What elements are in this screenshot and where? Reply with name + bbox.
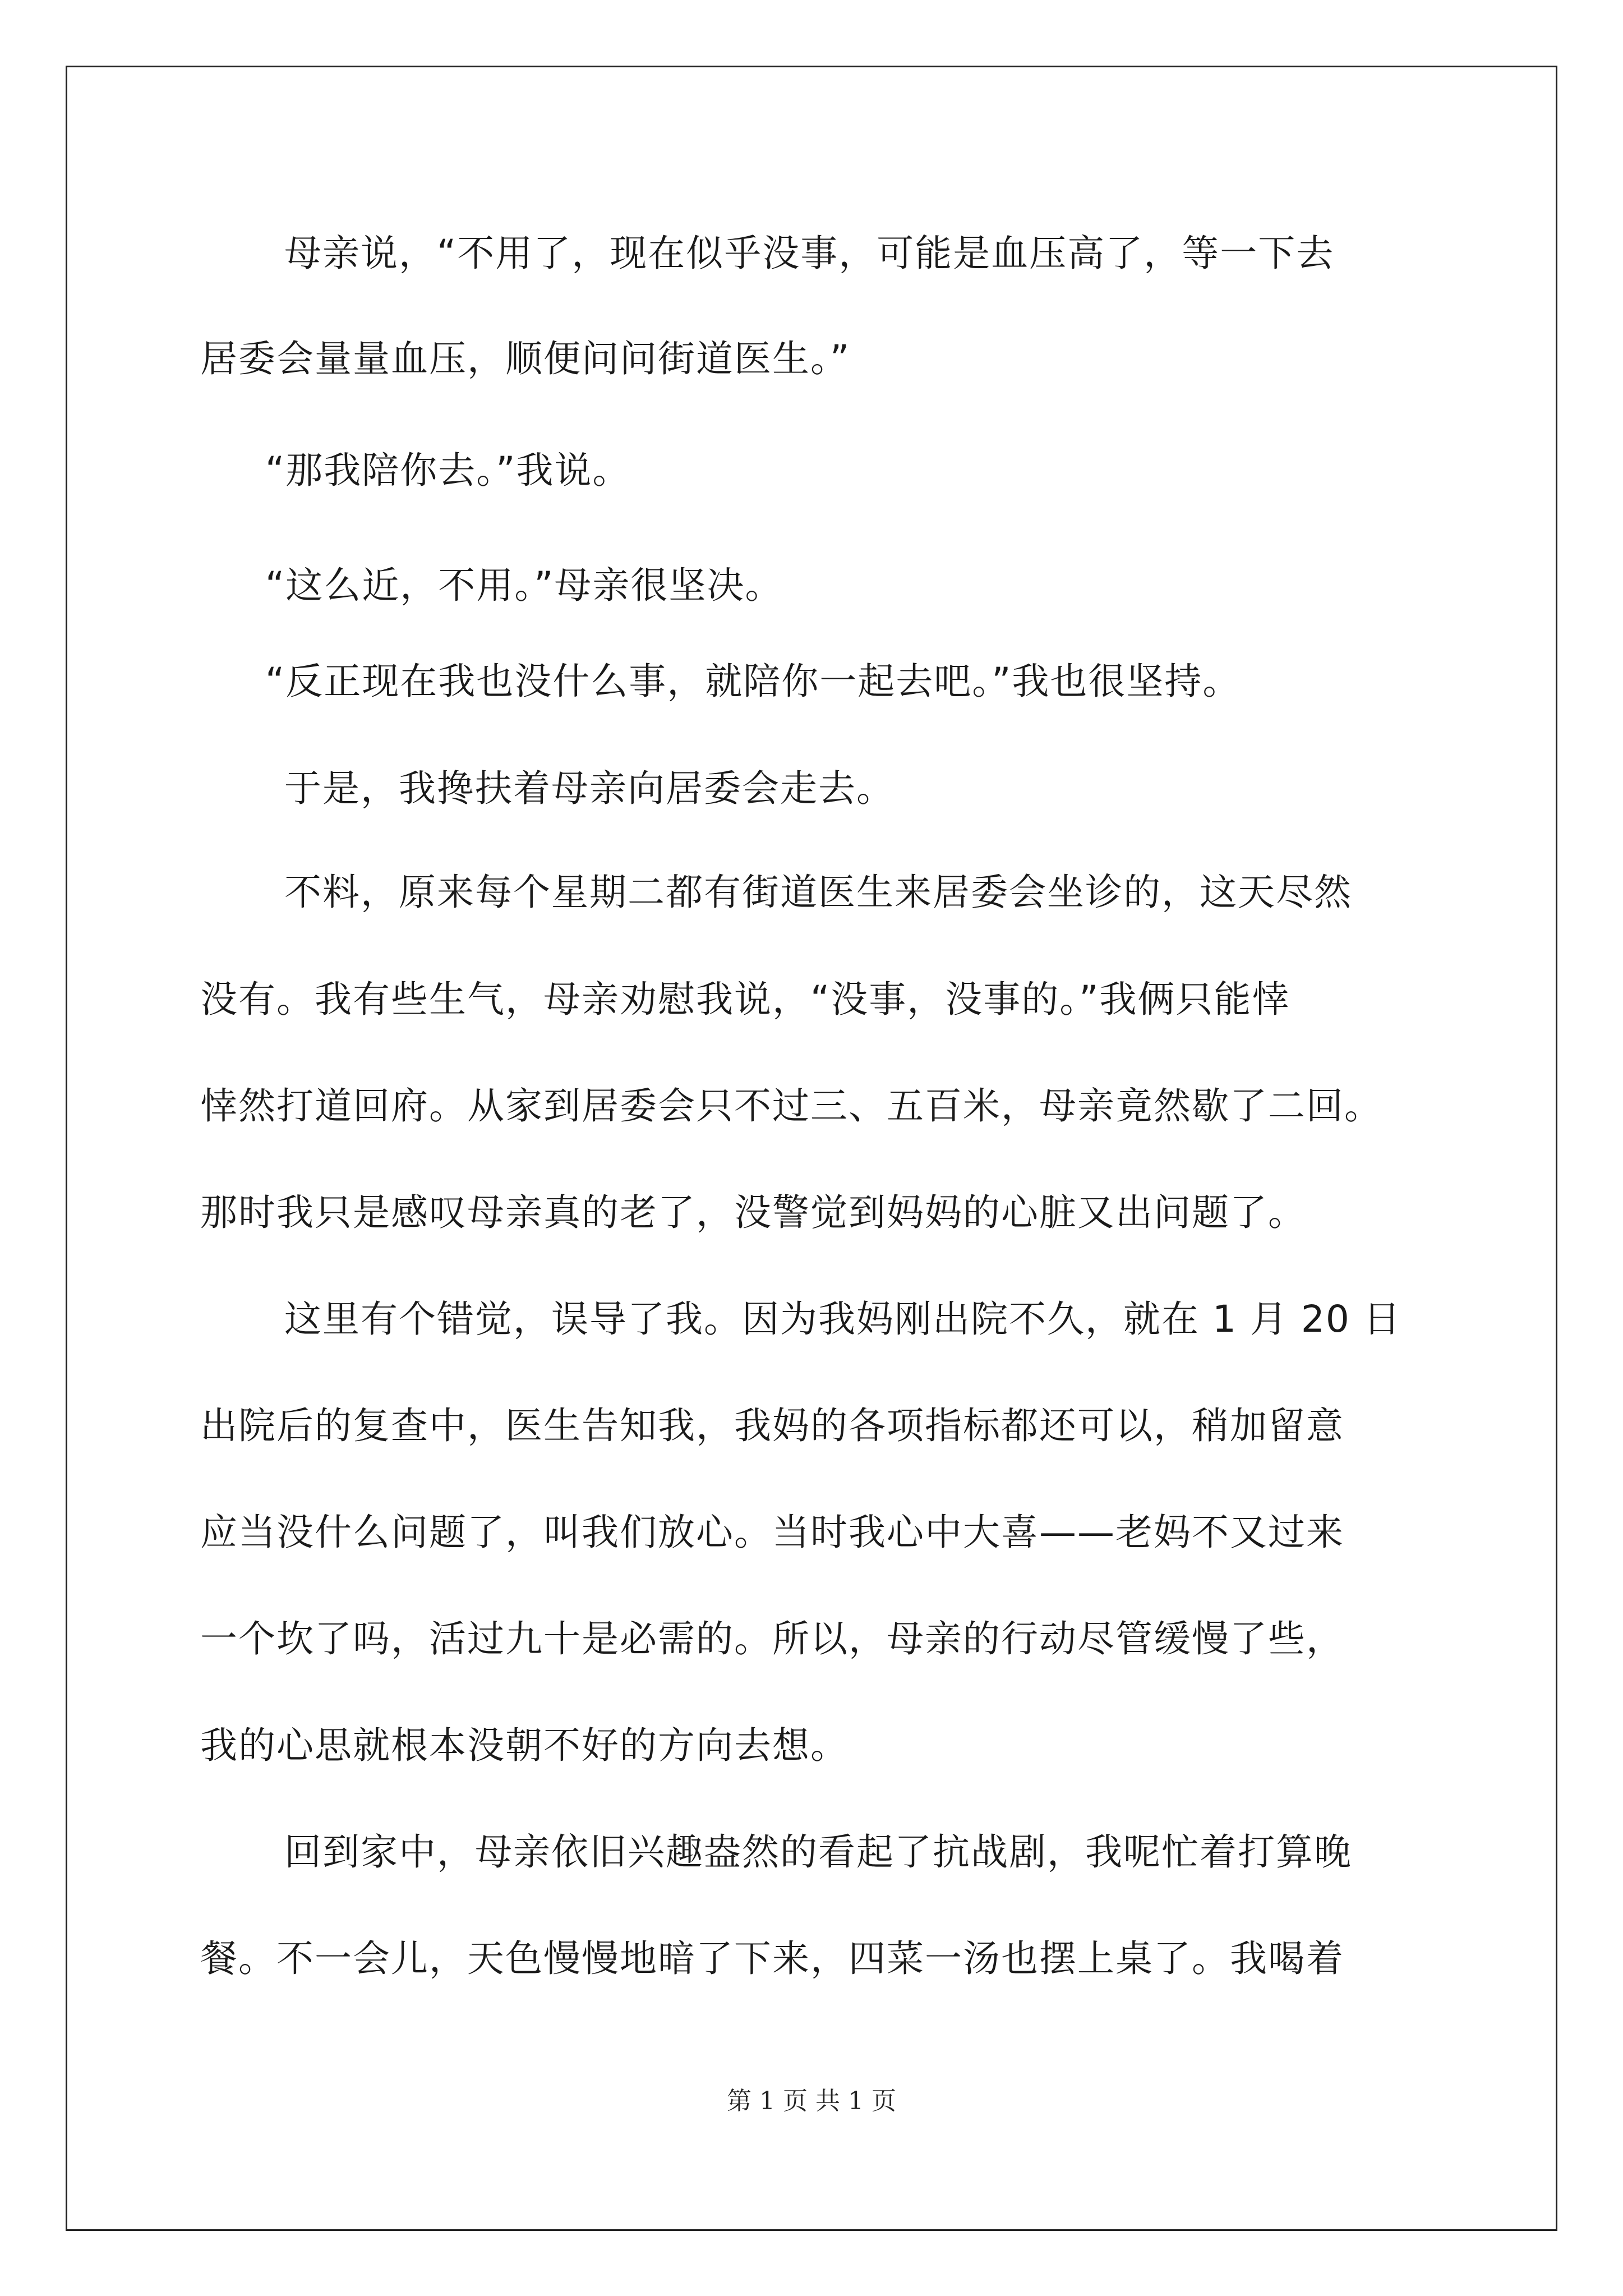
text-line: 一个坎了吗，活过九十是必需的。所以，母亲的行动尽管缓慢了些， xyxy=(200,1617,1344,1660)
text-line: 母亲说，“不用了，现在似乎没事，可能是血压高了，等一下去 xyxy=(284,232,1335,275)
page-number-label: 第 1 页 共 1 页 xyxy=(727,2087,896,2115)
text-line: “这么近，不用。”母亲很坚决。 xyxy=(265,564,783,607)
text-line: 这里有个错觉，误导了我。因为我妈刚出院不久，就在 1 月 20 日 xyxy=(284,1297,1401,1341)
text-line: “反正现在我也没什么事，就陪你一起去吧。”我也很坚持。 xyxy=(265,660,1241,703)
text-line: 不料，原来每个星期二都有街道医生来居委会坐诊的，这天尽然 xyxy=(284,871,1352,914)
page-border xyxy=(66,66,1557,2231)
text-line: 居委会量量血压，顺便问问街道医生。” xyxy=(200,337,851,380)
text-line: 应当没什么问题了，叫我们放心。当时我心中大喜——老妈不又过来 xyxy=(200,1511,1344,1554)
text-line: 于是，我搀扶着母亲向居委会走去。 xyxy=(284,767,895,810)
text-line: 那时我只是感叹母亲真的老了，没警觉到妈妈的心脏又出问题了。 xyxy=(200,1191,1306,1234)
text-line: 餐。不一会儿，天色慢慢地暗了下来，四菜一汤也摆上桌了。我喝着 xyxy=(200,1937,1344,1980)
text-line: 我的心思就根本没朝不好的方向去想。 xyxy=(200,1724,849,1767)
text-line: 回到家中，母亲依旧兴趣盎然的看起了抗战剧，我呢忙着打算晚 xyxy=(284,1830,1352,1874)
text-line: 出院后的复查中，医生告知我，我妈的各项指标都还可以，稍加留意 xyxy=(200,1404,1344,1447)
text-line: 没有。我有些生气，母亲劝慰我说，“没事，没事的。”我俩只能悻 xyxy=(200,978,1290,1021)
text-line: “那我陪你去。”我说。 xyxy=(265,449,631,492)
page-footer xyxy=(0,2086,1623,2117)
text-line: 悻然打道回府。从家到居委会只不过三、五百米，母亲竟然歇了二回。 xyxy=(200,1084,1382,1128)
